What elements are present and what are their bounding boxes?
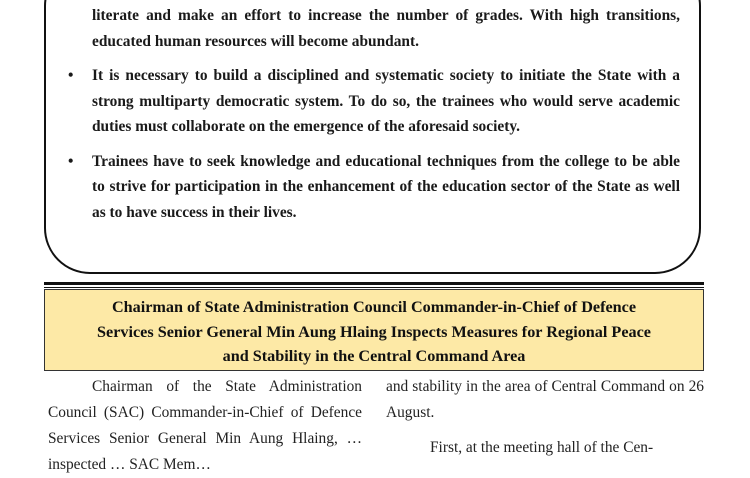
article-paragraph: and stability in the area of Central Command on 26 August.: [386, 378, 704, 421]
article-paragraph: First, at the meeting hall of the Cen-: [430, 439, 654, 456]
bullet-text: Trainees have to seek knowledge and educational techniques from the college to be able to strive for participation in the enhancement of the education sector of the State as well as to have success in their lives.: [92, 152, 680, 221]
section-divider-thin: [44, 287, 704, 288]
bullet-item: [68, 149, 680, 226]
section-divider-thick: [44, 282, 704, 285]
bullet-list: [68, 63, 680, 225]
article-column-right: [386, 374, 704, 461]
article-paragraph: Chairman of the State Administration Council (SAC) Commander-in-Chief of Defence Services Senior General Min Aung Hlaing, … inspected … SAC Mem…: [48, 378, 362, 473]
article-headline: [44, 289, 704, 371]
article-column-left: [48, 374, 362, 478]
headline-line: and Stability in the Central Command Area: [222, 347, 526, 365]
bullet-dot-icon: •: [68, 152, 74, 170]
bullet-dot-icon: •: [68, 67, 74, 84]
bullet-text: It is necessary to build a disciplined and systematic society to initiate the State with a strong multiparty democratic system. To do so, the trainees who would serve academic duties must collaborate on the emergence of the aforesaid society.: [92, 67, 680, 135]
headline-line: Chairman of State Administration Council Commander-in-Chief of Defence: [111, 298, 637, 316]
headline-line: Services Senior General Min Aung Hlaing Inspects Measures for Regional Peace: [97, 322, 651, 341]
bullet-continuation: literate and make an effort to increase the number of grades. With high transitions, educated human resources will become abundant.: [92, 7, 680, 50]
bullet-item: [68, 63, 680, 140]
